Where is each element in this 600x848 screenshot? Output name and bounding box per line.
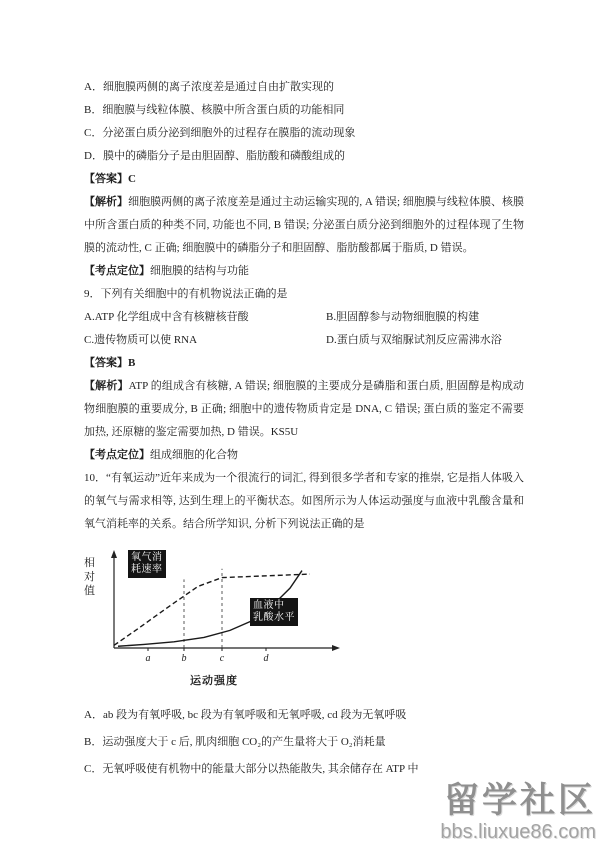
series-label-lactate-line1: 血液中 [253,600,285,611]
q8-point-label: 【考点定位】 [84,265,150,277]
q8-answer-value: C [128,173,136,185]
q9-options-row-1 [84,306,524,329]
q8-answer-label: 【答案】 [84,173,128,185]
x-tick-label: a [145,653,151,664]
q9-answer-label: 【答案】 [84,357,128,369]
q8-option-b: B．细胞膜与线粒体膜、核膜中所含蛋白质的功能相同 [84,104,345,116]
q9-options-row-2 [84,329,524,352]
y-axis-arrow-icon [111,550,117,558]
q9-point [84,444,524,467]
q8-option-c: C．分泌蛋白质分泌到细胞外的过程存在膜脂的流动现象 [84,127,356,139]
q8-point-text: 细胞膜的结构与功能 [150,265,249,277]
series-label-oxygen-line1: 氧气消 [131,552,163,563]
q8-analysis-label: 【解析】 [84,196,129,208]
q9-option-d: D.蛋白质与双缩脲试剂反应需沸水浴 [326,334,502,346]
q9-option-c: C.遗传物质可以使 RNA [84,334,198,346]
q9-answer-line [84,352,524,375]
chart-x-axis-label: 运动强度 [190,675,238,687]
q8-analysis [84,191,524,260]
chart-y-axis-label: 相对值 [84,557,95,597]
q9-point-label: 【考点定位】 [84,449,150,461]
q9-stem: 9．下列有关细胞中的有机物说法正确的是 [84,288,288,300]
series-label-lactate-line2: 乳酸水平 [253,612,295,623]
x-tick-label: b [181,653,187,664]
x-tick-label: d [263,653,269,664]
q8-option-a: A．细胞膜两侧的离子浓度差是通过自由扩散实现的 [84,81,334,93]
q10-options [84,702,524,783]
q9-answer-value: B [128,357,136,369]
q9-analysis-text: ATP 的组成含有核糖, A 错误; 细胞膜的主要成分是磷脂和蛋白质, 胆固醇是构成动物细胞膜的重要成分, B 正确; 细胞中的遗传物质肯定是 DNA, C 错误; 蛋白质的鉴定不需要加热, 还原糖的鉴定需要加热, D 错误。KS5U [84,380,525,438]
exam-content [84,76,524,783]
exercise-intensity-chart [84,548,384,694]
watermark-site-url: bbs.liuxue86.com [440,821,596,843]
q9-option-a: A.ATP 化学组成中含有核糖核苷酸 [84,311,249,323]
q9-analysis-label: 【解析】 [84,380,129,392]
q10-stem: 10．“有氧运动”近年来成为一个很流行的词汇, 得到很多学者和专家的推崇, 它是指人体吸入的氧气与需求相等, 达到生理上的平衡状态。如图所示为人体运动强度与血液中乳酸含量和氧气消耗率的关系。结合所学知识, 分析下列说法正确的是 [84,472,524,530]
x-tick-label: c [219,653,225,664]
watermark-site-name: 留学社区 [443,781,596,820]
q8-point [84,260,524,283]
q10-option-c: C．无氧呼吸使有机物中的能量大部分以热能散失, 其余储存在 ATP 中 [84,763,419,775]
q8-answer-line [84,168,524,191]
watermark [440,782,596,844]
q8-option-d: D．膜中的磷脂分子是由胆固醇、脂肪酸和磷酸组成的 [84,150,345,162]
q9-analysis [84,375,524,444]
series-label-oxygen-line2: 耗速率 [131,564,163,575]
q8-analysis-text: 细胞膜两侧的离子浓度差是通过主动运输实现的, A 错误; 细胞膜与线粒体膜、核膜中所含蛋白质的种类不同, 功能也不同, B 错误; 分泌蛋白质分泌到细胞外的过程体现了生物膜的流动性, C 正确; 细胞膜中的磷脂分子和胆固醇、脂肪酸都属于脂质, D 错误。 [84,196,525,254]
q10-option-b: B．运动强度大于 c 后, 肌肉细胞 CO₂的产生量将大于 O₂消耗量 [84,736,386,748]
series-label-oxygen-consumption [128,550,166,578]
x-axis-arrow-icon [332,645,340,651]
series-label-blood-lactate [250,598,298,626]
q9-option-b: B.胆固醇参与动物细胞膜的构建 [326,311,480,323]
q9-point-text: 组成细胞的化合物 [150,449,238,461]
q10-option-a: A．ab 段为有氧呼吸, bc 段为有氧呼吸和无氧呼吸, cd 段为无氧呼吸 [84,709,407,721]
